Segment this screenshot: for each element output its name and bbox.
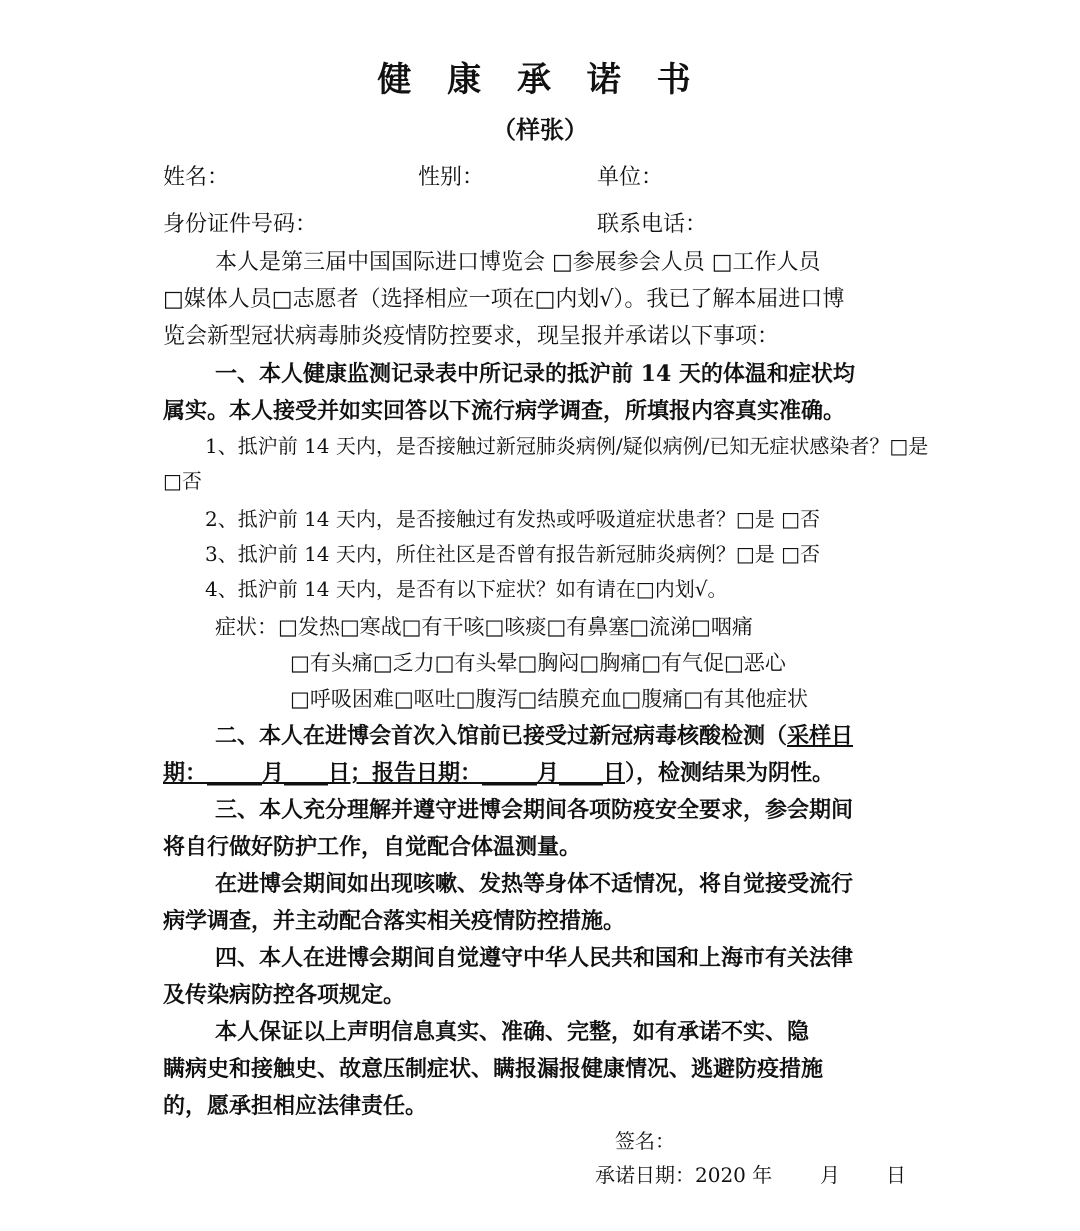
section3-line-4: 病学调查，并主动配合落实相关疫情防控措施。 xyxy=(163,908,626,934)
commitment-month-label: 月 xyxy=(820,1163,840,1187)
document-subtitle: （样张） xyxy=(492,115,588,144)
phone-field-label: 联系电话： xyxy=(597,212,708,237)
id-number-field-label: 身份证件号码： xyxy=(163,212,318,237)
question-3: 3、抵沪前 14 天内，所住社区是否曾有报告新冠肺炎病例？□是 □否 xyxy=(205,542,821,566)
commitment-day-label: 日 xyxy=(886,1163,906,1187)
intro-line-2: □媒体人员□志愿者（选择相应一项在□内划√）。我已了解本届进口博 xyxy=(163,287,845,312)
guarantee-line-1: 本人保证以上声明信息真实、准确、完整，如有承诺不实、隐 xyxy=(215,1019,810,1045)
section3-line-3: 在进博会期间如出现咳嗽、发热等身体不适情况，将自觉接受流行 xyxy=(215,871,854,897)
document-title: 健 康 承 诺 书 xyxy=(377,60,703,100)
sampling-date-label: 采样日 xyxy=(787,723,854,749)
section2-line-2 xyxy=(163,758,834,788)
intro-line-3: 览会新型冠状病毒肺炎疫情防控要求，现呈报并承诺以下事项： xyxy=(163,324,780,349)
symptoms-line-2: □有头痛□乏力□有头晕□胸闷□胸痛□有气促□恶心 xyxy=(290,651,786,675)
guarantee-line-2: 瞒病史和接触史、故意压制症状、瞒报漏报健康情况、逃避防疫措施 xyxy=(163,1056,824,1082)
gender-field-label: 性别： xyxy=(418,165,485,190)
section2-line-1 xyxy=(215,721,853,751)
question-4: 4、抵沪前 14 天内，是否有以下症状？如有请在□内划√。 xyxy=(205,577,728,601)
intro-line-1: 本人是第三届中国国际进口博览会 □参展参会人员 □工作人员 xyxy=(215,250,821,275)
question-1-line-1: 1、抵沪前 14 天内，是否接触过新冠肺炎病例/疑似病例/已知无症状感染者？□是 xyxy=(205,434,929,458)
name-field-label: 姓名： xyxy=(163,165,230,190)
section3-line-1: 三、本人充分理解并遵守进博会期间各项防疫安全要求，参会期间 xyxy=(215,797,854,823)
test-dates-blank: 期：_____月____日；报告日期：_____月____日 xyxy=(163,760,626,786)
section4-line-1: 四、本人在进博会期间自觉遵守中华人民共和国和上海市有关法律 xyxy=(215,945,854,971)
section2-line-1-text: 二、本人在进博会首次入馆前已接受过新冠病毒核酸检测（ xyxy=(215,723,788,749)
commitment-date-label: 承诺日期：2020 年 xyxy=(595,1163,773,1187)
unit-field-label: 单位： xyxy=(597,165,664,190)
question-2: 2、抵沪前 14 天内，是否接触过有发热或呼吸道症状患者？□是 □否 xyxy=(205,507,821,531)
signature-label: 签名： xyxy=(615,1129,675,1153)
section1-line-1: 一、本人健康监测记录表中所记录的抵沪前 14 天的体温和症状均 xyxy=(215,361,855,387)
symptoms-line-3: □呼吸困难□呕吐□腹泻□结膜充血□腹痛□有其他症状 xyxy=(290,687,809,711)
guarantee-line-3: 的，愿承担相应法律责任。 xyxy=(163,1093,428,1119)
section4-line-2: 及传染病防控各项规定。 xyxy=(163,982,406,1008)
question-1-line-2: □否 xyxy=(163,469,202,493)
section1-line-2: 属实。本人接受并如实回答以下流行病学调查，所填报内容真实准确。 xyxy=(163,398,846,424)
symptoms-line-1: 症状：□发热□寒战□有干咳□咳痰□有鼻塞□流涕□咽痛 xyxy=(215,615,753,639)
test-result-text: ），检测结果为阴性。 xyxy=(625,760,835,786)
section3-line-2: 将自行做好防护工作，自觉配合体温测量。 xyxy=(163,834,582,860)
